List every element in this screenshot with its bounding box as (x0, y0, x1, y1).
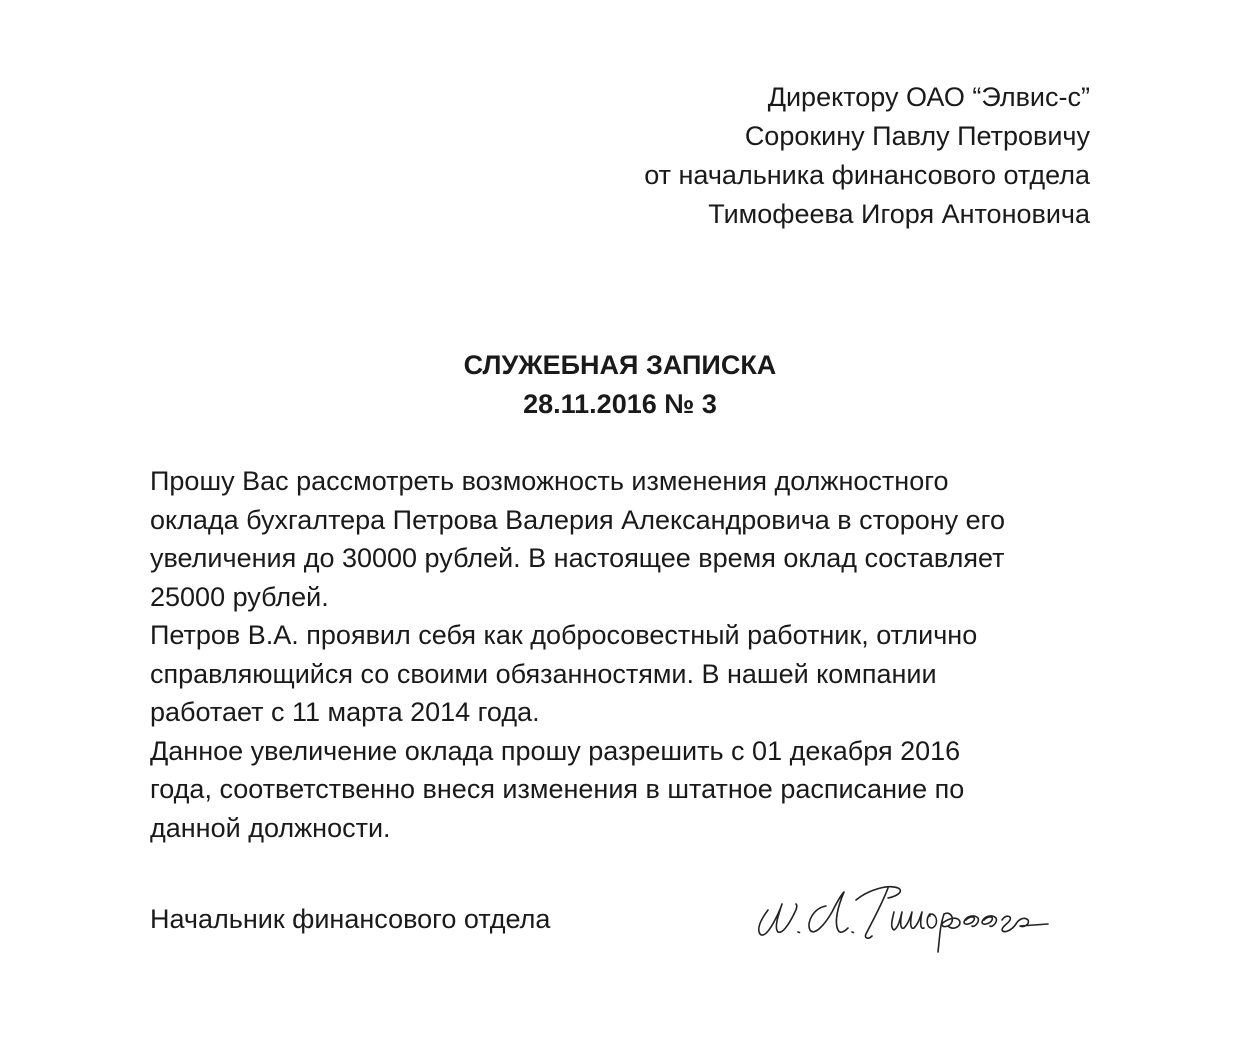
sender-line-name: Тимофеева Игоря Антоновича (708, 199, 1090, 229)
body-line: справляющийся со своими обязанностями. В нашей компании (150, 658, 937, 689)
addressee-line-name: Сорокину Павлу Петровичу (744, 121, 1090, 151)
handwritten-signature (748, 870, 1088, 965)
body-line: Прошу Вас рассмотреть возможность изменения должностного (150, 466, 949, 496)
body-line: оклада бухгалтера Петрова Валерия Александровича в сторону его (150, 504, 1005, 535)
addressee-line-director: Директору ОАО “Элвис-с” (767, 82, 1090, 112)
body-line: 25000 рублей. (150, 581, 329, 612)
body-line: увеличения до 30000 рублей. В настоящее время оклад составляет (150, 543, 1005, 573)
document-heading (0, 346, 1240, 424)
signer-position: Начальник финансового отдела (150, 904, 551, 934)
body-line: Данное увеличение оклада прошу разрешить с 01 декабря 2016 (150, 735, 961, 766)
memo-body (150, 462, 1110, 847)
addressee-block (644, 78, 1090, 234)
body-line: работает с 11 марта 2014 года. (150, 697, 540, 727)
body-line: года, соответственно внеся изменения в штатное расписание по (150, 774, 965, 804)
sender-line-position: от начальника финансового отдела (644, 160, 1090, 190)
document-title: СЛУЖЕБНАЯ ЗАПИСКА (463, 350, 777, 380)
body-line: данной должности. (150, 812, 391, 843)
document-date-number: 28.11.2016 № 3 (523, 389, 717, 419)
body-line: Петров В.А. проявил себя как добросовестный работник, отлично (150, 620, 978, 650)
